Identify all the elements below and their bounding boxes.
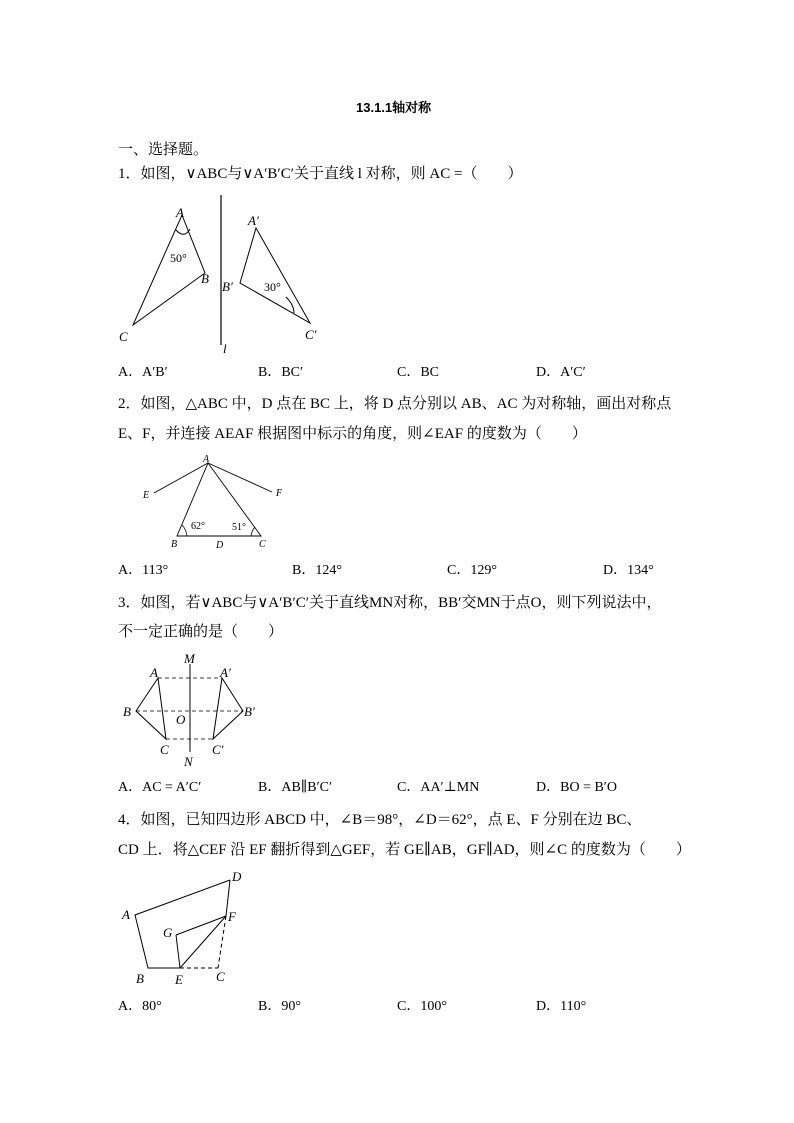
triangle-abc xyxy=(133,215,205,325)
label-e: E xyxy=(143,490,150,501)
q4-option-c[interactable]: C．100° xyxy=(397,999,447,1014)
angle-arc-c xyxy=(251,527,255,536)
q3-option-a[interactable]: A．AC = A′C′ xyxy=(118,780,202,795)
question-4-figure xyxy=(118,866,258,991)
label-d: D xyxy=(232,869,242,884)
q1-option-b[interactable]: B．BC′ xyxy=(258,365,304,380)
q1-option-d[interactable]: D．A′C′ xyxy=(536,365,586,380)
label-c2: C′ xyxy=(305,327,317,342)
label-f: F xyxy=(228,909,236,924)
label-c2: C′ xyxy=(212,742,224,757)
q2-option-d[interactable]: D．134° xyxy=(603,563,654,578)
question-1-figure xyxy=(110,195,350,360)
label-a2: A′ xyxy=(220,665,231,680)
label-c: C xyxy=(216,969,225,984)
label-o: O xyxy=(176,712,186,727)
q1-option-c[interactable]: C．BC xyxy=(397,365,440,380)
q2-option-a[interactable]: A．113° xyxy=(118,563,169,578)
question-2-stem-line1: 2．如图，△ABC 中，D 点在 BC 上，将 D 点分别以 AB、AC 为对称轴，画出对称点 xyxy=(118,396,672,412)
section-heading: 一、选择题。 xyxy=(118,142,209,158)
angle-label-62: 62° xyxy=(191,521,205,532)
label-l: l xyxy=(223,341,227,356)
label-g: G xyxy=(163,925,173,940)
angle-label-30: 30° xyxy=(264,280,281,294)
segment-ae xyxy=(154,463,208,493)
question-4-stem-line2: CD 上．将△CEF 沿 EF 翻折得到△GEF，若 GE∥AB，GF∥AD，则∠C 的度数为（ ） xyxy=(118,842,691,858)
triangle-abc xyxy=(136,678,166,739)
question-3-stem-line1: 3．如图，若∨ABC与∨A′B′C′关于直线MN对称，BB′交MN于点O，则下列说法中， xyxy=(118,595,662,611)
label-b: B xyxy=(123,704,131,719)
segment-gf xyxy=(176,916,226,935)
label-e: E xyxy=(175,972,183,987)
page-title: 13.1.1轴对称 xyxy=(356,100,432,115)
angle-label-51: 51° xyxy=(232,522,246,533)
angle-arc-b xyxy=(182,525,187,536)
triangle-a2b2c2 xyxy=(240,228,310,323)
segment-af xyxy=(208,463,272,492)
q1-option-a[interactable]: A．A′B′ xyxy=(118,365,168,380)
label-b: B xyxy=(201,271,209,286)
question-1-stem: 1．如图，∨ABC与∨A′B′C′关于直线 l 对称，则 AC =（ ） xyxy=(118,166,523,182)
label-a: A xyxy=(150,665,158,680)
question-3-figure xyxy=(118,650,268,770)
label-a: A xyxy=(176,205,184,220)
label-c: C xyxy=(119,329,128,344)
label-b2: B′ xyxy=(222,279,233,294)
label-m: M xyxy=(184,651,195,666)
label-b: B xyxy=(171,539,178,550)
q2-option-c[interactable]: C．129° xyxy=(447,563,497,578)
question-3-stem-line2: 不一定正确的是（ ） xyxy=(118,624,284,640)
label-n: N xyxy=(184,754,193,769)
question-4-stem-line1: 4．如图，已知四边形 ABCD 中，∠B＝98°，∠D＝62°，点 E、F 分别在边 BC、 xyxy=(118,812,642,828)
label-c: C xyxy=(160,742,169,757)
angle-arc-c2 xyxy=(286,297,294,313)
q4-option-d[interactable]: D．110° xyxy=(536,999,587,1014)
question-2-stem-line2: E、F，并连接 AEAF 根据图中标示的角度，则∠EAF 的度数为（ ） xyxy=(118,426,587,442)
label-a: A xyxy=(203,454,210,465)
q4-option-a[interactable]: A．80° xyxy=(118,999,162,1014)
label-a2: A′ xyxy=(248,213,259,228)
label-a: A xyxy=(122,907,130,922)
label-d: D xyxy=(216,540,224,551)
label-b: B xyxy=(136,971,144,986)
q4-option-b[interactable]: B．90° xyxy=(258,999,301,1014)
q3-option-c[interactable]: C．AA′⊥MN xyxy=(397,780,480,795)
q2-option-b[interactable]: B．124° xyxy=(292,563,342,578)
q3-option-b[interactable]: B．AB∥B′C′ xyxy=(258,780,333,795)
triangle-abc xyxy=(177,463,261,536)
q3-option-d[interactable]: D．BO = B′O xyxy=(536,780,617,795)
label-f: F xyxy=(276,488,283,499)
question-2-figure xyxy=(138,452,298,552)
label-c: C xyxy=(259,539,266,550)
triangle-a2b2c2 xyxy=(213,678,243,739)
label-b2: B′ xyxy=(244,704,255,719)
quadrilateral-sides xyxy=(135,880,230,968)
angle-label-50: 50° xyxy=(170,251,187,265)
segment-ge xyxy=(176,935,180,968)
